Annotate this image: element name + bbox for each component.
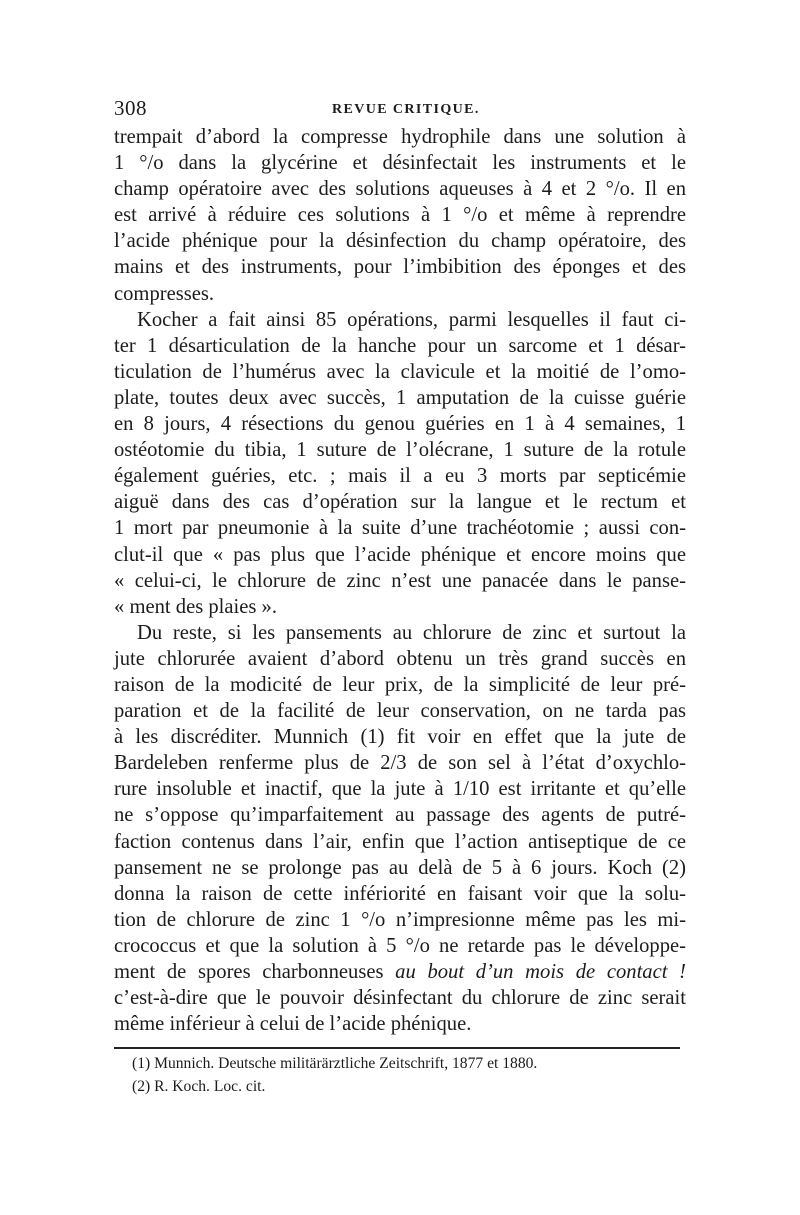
text-line: Du reste, si les pansements au chlorure de zinc et surtout la: [137, 621, 686, 644]
footnote-1: (1) Munnich. Deutsche militärärztliche Zeitschrift, 1877 et 1880.: [132, 1055, 538, 1073]
paragraph-3: [114, 620, 686, 1038]
text-line: paration et de la facilité de leur conservation, on ne tarda pas: [114, 700, 686, 723]
footnote-2: (2) R. Koch. Loc. cit.: [132, 1078, 266, 1096]
text-line: trempait d’abord la compresse hydrophile dans une solution à: [114, 126, 686, 148]
text-line: ter 1 désarticulation de la hanche pour un sarcome et 1 désar-: [114, 334, 686, 357]
text-line: c’est-à-dire que le pouvoir désinfectant du chlorure de zinc serait: [114, 987, 686, 1010]
text-line: crococcus et que la solution à 5 °/o ne retarde pas le développe-: [114, 934, 686, 957]
text-line: « ment des plaies ».: [114, 595, 278, 618]
footnotes: [114, 1052, 686, 1098]
text-line: compresses.: [114, 282, 215, 305]
paragraph-1: [114, 124, 686, 307]
book-page: [114, 94, 686, 1098]
text-line: raison de la modicité de leur prix, de la simplicité de leur pré-: [114, 673, 686, 696]
body-text: [114, 124, 686, 1037]
text-line: « celui-ci, le chlorure de zinc n’est une panacée dans le panse-: [114, 569, 686, 592]
text-line: 1 mort par pneumonie à la suite d’une trachéotomie ; aussi con-: [114, 517, 686, 540]
text-line: pansement ne se prolonge pas au delà de 5 à 6 jours. Koch (2): [114, 856, 686, 879]
page-number: 308: [114, 96, 147, 120]
text-line-with-italic: [114, 959, 686, 985]
text-line: plate, toutes deux avec succès, 1 amputation de la cuisse guérie: [114, 386, 686, 409]
journal-title: REVUE CRITIQUE.: [332, 102, 480, 117]
text-line: 1 °/o dans la glycérine et désinfectait les instruments et le: [114, 152, 686, 175]
footnote-rule: [114, 1047, 680, 1049]
text-line: tion de chlorure de zinc 1 °/o n’impresionne même pas les mi-: [114, 908, 686, 931]
text-line: clut-il que « pas plus que l’acide phénique et encore moins que: [114, 543, 686, 566]
text-line: donna la raison de cette infériorité en faisant voir que la solu-: [114, 882, 686, 905]
italic-emphasis: au bout d’un mois de contact !: [395, 961, 686, 983]
text-line: champ opératoire avec des solutions aqueuses à 4 et 2 °/o. Il en: [114, 178, 686, 201]
text-line: Kocher a fait ainsi 85 opérations, parmi lesquelles il faut ci-: [137, 308, 686, 331]
paragraph-2: [114, 307, 686, 620]
text-line: est arrivé à réduire ces solutions à 1 °/o et même à reprendre: [114, 204, 686, 227]
text-line: Bardeleben renferme plus de 2/3 de son sel à l’état d’oxychlo-: [114, 752, 686, 775]
text-line: aiguë dans des cas d’opération sur la langue et le rectum et: [114, 491, 686, 514]
text-line: ostéotomie du tibia, 1 suture de l’olécrane, 1 suture de la rotule: [114, 439, 686, 462]
text-line: faction contenus dans l’air, enfin que l’action antiseptique de ce: [114, 830, 686, 853]
text-line: en 8 jours, 4 résections du genou guéries en 1 à 4 semaines, 1: [114, 413, 686, 436]
text-run: ment de spores charbonneuses: [114, 961, 396, 983]
text-line: mains et des instruments, pour l’imbibition des éponges et des: [114, 256, 686, 279]
text-line: également guéries, etc. ; mais il a eu 3 morts par septicémie: [114, 465, 686, 488]
text-line: même inférieur à celui de l’acide phénique.: [114, 1013, 472, 1036]
text-line: à les discréditer. Munnich (1) fit voir en effet que la jute de: [114, 726, 686, 749]
text-line: ne s’oppose qu’imparfaitement au passage des agents de putré-: [114, 804, 686, 827]
text-line: ticulation de l’humérus avec la clavicule et la moitié de l’omo-: [114, 360, 686, 383]
text-line: l’acide phénique pour la désinfection du champ opératoire, des: [114, 230, 686, 253]
text-line: jute chlorurée avaient d’abord obtenu un très grand succès en: [114, 647, 686, 670]
running-head: [114, 94, 686, 124]
text-line: rure insoluble et inactif, que la jute à 1/10 est irritante et qu’elle: [114, 778, 686, 801]
